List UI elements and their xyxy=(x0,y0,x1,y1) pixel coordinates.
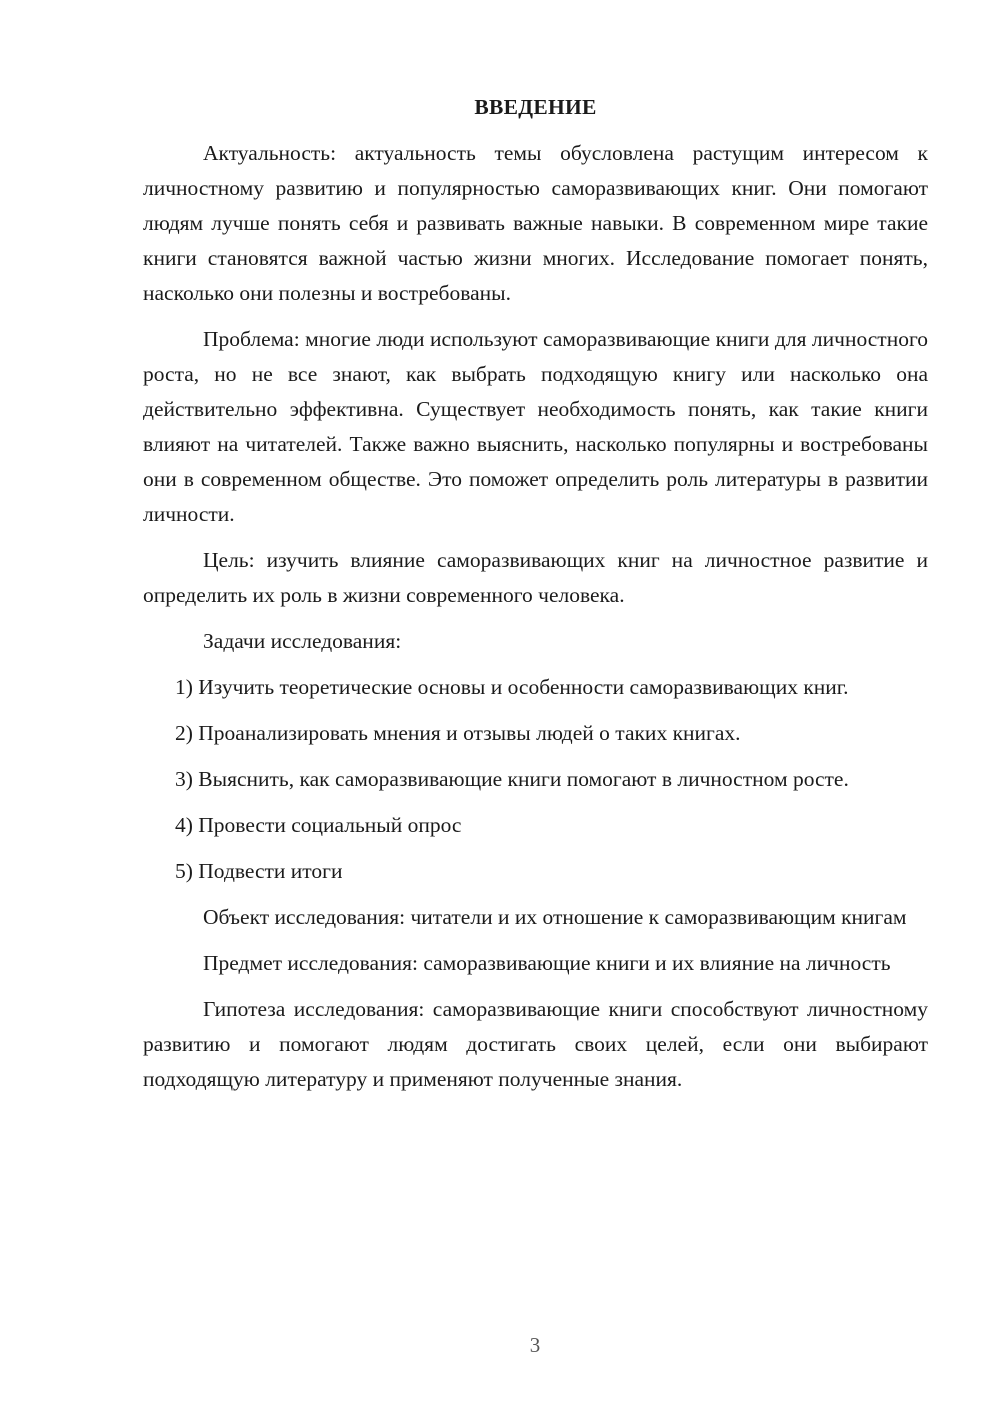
paragraph-subject: Предмет исследования: саморазвивающие книги и их влияние на личность xyxy=(203,951,891,975)
paragraph-hypothesis: Гипотеза исследования: саморазвивающие книги способствуют личностному развитию и помогают людям достигать своих целей, если они выбирают подходящую литературу и применяют полученные знания. xyxy=(143,997,928,1091)
page-number: 3 xyxy=(529,1333,541,1357)
paragraph-problem: Проблема: многие люди используют саморазвивающие книги для личностного роста, но не все знают, как выбрать подходящую книгу или насколько она действительно эффективна. Существует необходимость понять, как такие книги влияют на читателей. Также важно выяснить, насколько популярны и востребованы они в современном обществе. Это поможет определить роль литературы в развитии личности. xyxy=(143,327,928,526)
task-item-3: 3) Выяснить, как саморазвивающие книги помогают в личностном росте. xyxy=(175,767,849,791)
paragraph-relevance: Актуальность: актуальность темы обусловлена растущим интересом к личностному развитию и популярностью саморазвивающих книг. Они помогают людям лучше понять себя и развивать важные навыки. В современном мире такие книги становятся важной частью жизни многих. Исследование помогает понять, насколько они полезны и востребованы. xyxy=(143,141,928,305)
paragraph-object: Объект исследования: читатели и их отношение к саморазвивающим книгам xyxy=(203,905,907,929)
task-item-2: 2) Проанализировать мнения и отзывы людей о таких книгах. xyxy=(175,721,741,745)
task-item-5: 5) Подвести итоги xyxy=(175,859,343,883)
paragraph-goal: Цель: изучить влияние саморазвивающих книг на личностное развитие и определить их роль в жизни современного человека. xyxy=(143,548,928,607)
task-item-4: 4) Провести социальный опрос xyxy=(175,813,462,837)
tasks-heading: Задачи исследования: xyxy=(203,629,402,653)
section-title: ВВЕДЕНИЕ xyxy=(474,95,597,119)
task-item-1: 1) Изучить теоретические основы и особенности саморазвивающих книг. xyxy=(175,675,849,699)
document-page xyxy=(143,90,928,1108)
